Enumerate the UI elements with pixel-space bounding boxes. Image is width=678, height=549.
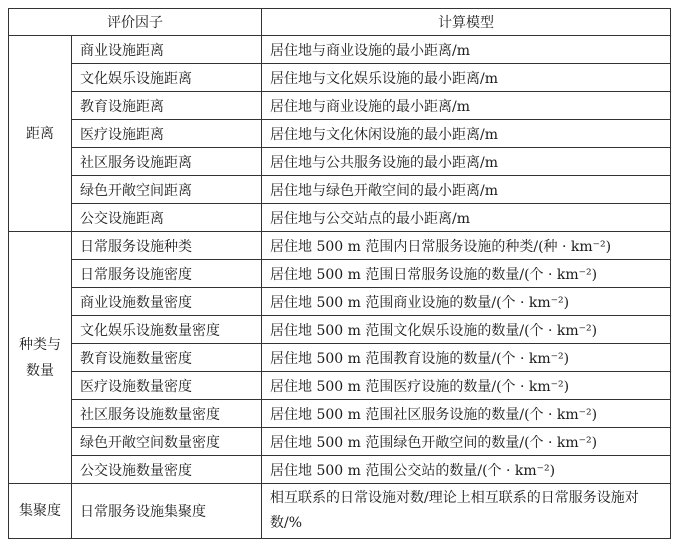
factor-cell: 商业设施数量密度 (72, 288, 262, 316)
factor-cell: 教育设施数量密度 (72, 344, 262, 372)
group-label-line: 数量 (26, 362, 54, 379)
header-model: 计算模型 (262, 9, 671, 36)
model-cell: 相互联系的日常设施对数/理论上相互联系的日常服务设施对数/% (262, 484, 671, 539)
group-label-distance: 距离 (9, 36, 72, 232)
table-row (9, 120, 671, 148)
model-cell: 居住地与商业设施的最小距离/m (262, 92, 671, 120)
factor-cell: 绿色开敞空间数量密度 (72, 428, 262, 456)
factor-cell: 公交设施数量密度 (72, 456, 262, 484)
factor-cell: 教育设施距离 (72, 92, 262, 120)
model-cell: 居住地与公共服务设施的最小距离/m (262, 148, 671, 176)
model-cell: 居住地与文化娱乐设施的最小距离/m (262, 64, 671, 92)
factor-cell: 医疗设施数量密度 (72, 372, 262, 400)
table-row (9, 176, 671, 204)
table-row (9, 400, 671, 428)
header-factor: 评价因子 (9, 9, 262, 36)
table-row (9, 372, 671, 400)
model-cell: 居住地与文化休闲设施的最小距离/m (262, 120, 671, 148)
model-cell: 居住地 500 m 范围内日常服务设施的种类/(种 · km⁻²) (262, 232, 671, 260)
table-row (9, 484, 671, 539)
table-row (9, 260, 671, 288)
table-row (9, 232, 671, 260)
group-label-agglomeration: 集聚度 (9, 484, 72, 539)
table-row (9, 456, 671, 484)
table-row (9, 36, 671, 64)
table-row (9, 344, 671, 372)
table-row (9, 148, 671, 176)
table-row (9, 316, 671, 344)
factor-cell: 医疗设施距离 (72, 120, 262, 148)
model-cell: 居住地 500 m 范围社区服务设施的数量/(个 · km⁻²) (262, 400, 671, 428)
header-row (9, 9, 671, 36)
model-cell: 居住地 500 m 范围绿色开敞空间的数量/(个 · km⁻²) (262, 428, 671, 456)
factor-cell: 绿色开敞空间距离 (72, 176, 262, 204)
model-cell: 居住地 500 m 范围教育设施的数量/(个 · km⁻²) (262, 344, 671, 372)
model-cell: 居住地 500 m 范围日常服务设施的数量/(个 · km⁻²) (262, 260, 671, 288)
table-row (9, 92, 671, 120)
table-row (9, 288, 671, 316)
factor-cell: 社区服务设施数量密度 (72, 400, 262, 428)
factor-cell: 文化娱乐设施数量密度 (72, 316, 262, 344)
factor-cell: 日常服务设施集聚度 (72, 484, 262, 539)
model-cell: 居住地与绿色开敞空间的最小距离/m (262, 176, 671, 204)
group-label-line: 种类与 (19, 336, 61, 353)
table-row (9, 64, 671, 92)
factor-cell: 日常服务设施种类 (72, 232, 262, 260)
model-cell: 居住地 500 m 范围医疗设施的数量/(个 · km⁻²) (262, 372, 671, 400)
model-cell: 居住地与公交站点的最小距离/m (262, 204, 671, 232)
factor-cell: 文化娱乐设施距离 (72, 64, 262, 92)
model-cell: 居住地 500 m 范围商业设施的数量/(个 · km⁻²) (262, 288, 671, 316)
evaluation-table-container (8, 8, 670, 539)
table-row (9, 204, 671, 232)
factor-cell: 商业设施距离 (72, 36, 262, 64)
factor-cell: 社区服务设施距离 (72, 148, 262, 176)
model-cell: 居住地 500 m 范围公交站的数量/(个 · km⁻²) (262, 456, 671, 484)
model-cell: 居住地 500 m 范围文化娱乐设施的数量/(个 · km⁻²) (262, 316, 671, 344)
group-label-type-quantity (9, 232, 72, 484)
model-cell: 居住地与商业设施的最小距离/m (262, 36, 671, 64)
factor-cell: 日常服务设施密度 (72, 260, 262, 288)
evaluation-factor-table (8, 8, 671, 539)
table-row (9, 428, 671, 456)
factor-cell: 公交设施距离 (72, 204, 262, 232)
